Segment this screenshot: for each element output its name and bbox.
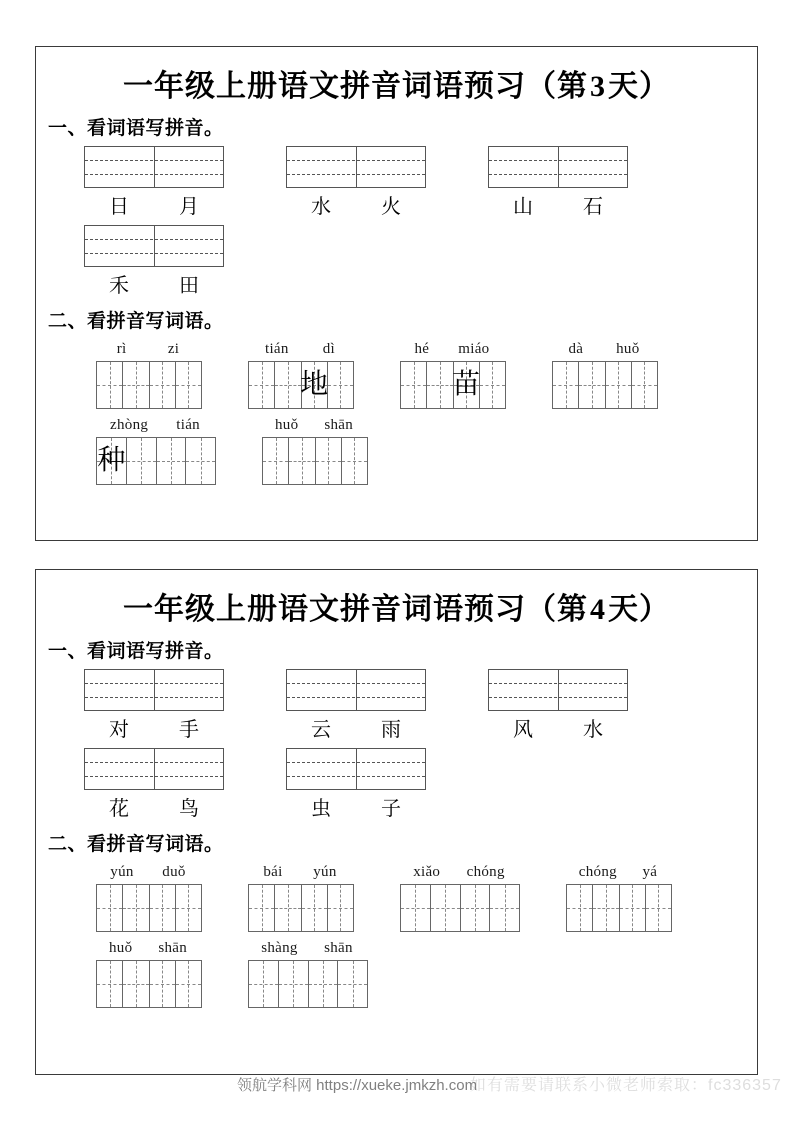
tianzige-cell[interactable] [401, 362, 427, 408]
tianzige-grid[interactable] [566, 884, 672, 932]
pinyin-writing-item [84, 748, 224, 821]
grid-dashed-horizontal [123, 385, 148, 386]
word-characters [488, 190, 628, 219]
pinyin-syllable: zhòng [110, 417, 149, 433]
grid-dashed-horizontal [401, 385, 426, 386]
word-writing-item [96, 341, 202, 409]
word-characters [286, 792, 426, 821]
grid-dashed-horizontal [150, 984, 175, 985]
grid-divider-line [356, 749, 357, 789]
word-character: 鸟 [179, 798, 199, 820]
pinyin-writing-item [84, 669, 224, 742]
word-writing-item [96, 864, 202, 932]
grid-dashed-horizontal [646, 908, 671, 909]
word-character: 火 [381, 196, 401, 218]
tianzige-cell[interactable] [186, 438, 215, 484]
pinyin-syllable: huǒ [274, 417, 299, 433]
word-writing-item [566, 864, 672, 932]
pinyin-syllable: shān [324, 940, 353, 956]
tianzige-cell[interactable] [123, 961, 149, 1007]
pinyin-prompt [262, 417, 366, 434]
word-writing-item [248, 864, 354, 932]
word-character: 子 [381, 798, 401, 820]
grid-dashed-horizontal [97, 385, 122, 386]
pinyin-syllable: shàng [261, 940, 298, 956]
grid-dashed-horizontal [461, 908, 490, 909]
four-line-grid[interactable] [286, 146, 426, 188]
grid-dashed-horizontal [620, 908, 645, 909]
pinyin-syllable: bái [263, 864, 283, 880]
pinyin-syllable: yún [110, 864, 134, 880]
word-writing-item [248, 341, 354, 409]
grid-dashed-horizontal [249, 984, 278, 985]
tianzige-cell[interactable] [157, 438, 187, 484]
grid-dashed-horizontal [593, 908, 618, 909]
grid-dashed-horizontal [176, 908, 201, 909]
tianzige-cell[interactable] [249, 362, 275, 408]
four-line-grid[interactable] [286, 669, 426, 711]
grid-divider-line [154, 147, 155, 187]
grid-dashed-horizontal [176, 984, 201, 985]
tianzige-cell[interactable] [123, 885, 149, 931]
pinyin-prompt [248, 341, 352, 358]
tianzige-cell[interactable] [461, 885, 491, 931]
grid-dashed-horizontal [328, 908, 353, 909]
grid-divider-line [154, 670, 155, 710]
tianzige-cell[interactable] [275, 362, 301, 408]
grid-dashed-horizontal [606, 385, 631, 386]
word-characters [488, 713, 628, 742]
tianzige-cell[interactable] [328, 362, 353, 408]
grid-dashed-horizontal [431, 908, 460, 909]
four-line-grid[interactable] [84, 146, 224, 188]
pinyin-prompt [552, 341, 656, 358]
exercise-1-row [84, 669, 757, 742]
tianzige-cell[interactable] [150, 885, 176, 931]
pinyin-syllable: shān [324, 417, 354, 433]
grid-dashed-horizontal [249, 385, 274, 386]
pinyin-syllable: chóng [466, 864, 505, 880]
pinyin-writing-item [286, 748, 426, 821]
pinyin-prompt [248, 864, 352, 881]
tianzige-grid[interactable] [400, 884, 520, 932]
pinyin-syllable: dì [322, 341, 335, 357]
word-character: 山 [513, 196, 533, 218]
tianzige-grid[interactable] [262, 437, 368, 485]
tianzige-cell[interactable] [480, 362, 505, 408]
word-character: 田 [179, 275, 199, 297]
grid-dashed-horizontal [553, 385, 578, 386]
tianzige-cell[interactable] [275, 885, 301, 931]
tianzige-cell[interactable] [249, 961, 279, 1007]
grid-dashed-horizontal [490, 908, 519, 909]
grid-dashed-horizontal [97, 984, 122, 985]
pinyin-syllable: miáo [458, 341, 490, 357]
four-line-grid[interactable] [488, 146, 628, 188]
word-character: 花 [109, 798, 129, 820]
word-writing-item [400, 341, 506, 409]
grid-divider-line [356, 147, 357, 187]
tianzige-cell[interactable] [401, 885, 431, 931]
tianzige-cell[interactable] [427, 362, 453, 408]
tianzige-grid[interactable] [400, 361, 506, 409]
tianzige-cell[interactable] [150, 362, 176, 408]
tianzige-cell[interactable] [127, 438, 157, 484]
four-line-grid[interactable] [84, 669, 224, 711]
pinyin-syllable: duǒ [162, 864, 186, 880]
tianzige-cell[interactable] [309, 961, 339, 1007]
grid-dashed-horizontal [567, 908, 592, 909]
grid-dashed-horizontal [579, 385, 604, 386]
grid-dashed-horizontal [316, 461, 341, 462]
grid-dashed-horizontal [186, 461, 215, 462]
tianzige-cell[interactable] [97, 961, 123, 1007]
grid-dashed-horizontal [289, 461, 314, 462]
pinyin-syllable: huǒ [108, 940, 133, 956]
word-characters [84, 713, 224, 742]
tianzige-cell[interactable] [279, 961, 309, 1007]
pinyin-syllable: yá [642, 864, 658, 880]
word-writing-item [248, 940, 368, 1008]
word-character: 水 [583, 719, 603, 741]
exercise-1-row [84, 748, 757, 821]
pinyin-syllable: chóng [578, 864, 617, 880]
grid-divider-line [558, 670, 559, 710]
grid-dashed-horizontal [123, 984, 148, 985]
grid-dashed-horizontal [342, 461, 367, 462]
tianzige-grid[interactable] [96, 960, 202, 1008]
pinyin-syllable: tián [265, 341, 289, 357]
pinyin-prompt [566, 864, 670, 881]
word-characters [84, 269, 224, 298]
title-day-number: 3 [590, 70, 606, 103]
tianzige-cell[interactable] [263, 438, 289, 484]
grid-divider-line [154, 749, 155, 789]
tianzige-cell[interactable] [632, 362, 657, 408]
word-character: 风 [513, 719, 533, 741]
tianzige-cell[interactable] [454, 362, 480, 408]
four-line-grid[interactable] [84, 748, 224, 790]
pinyin-prompt [248, 940, 366, 957]
word-character: 虫 [311, 798, 331, 820]
exercise-2-row [96, 341, 757, 409]
exercise-2-heading: 二、看拼音写词语。 [48, 834, 224, 855]
title-suffix: 天） [608, 70, 670, 103]
tianzige-cell[interactable] [176, 362, 201, 408]
title-suffix: 天） [608, 593, 670, 626]
four-line-grid[interactable] [286, 748, 426, 790]
grid-dashed-horizontal [127, 461, 156, 462]
pinyin-syllable: rì [116, 341, 127, 357]
four-line-grid[interactable] [488, 669, 628, 711]
grid-dashed-horizontal [427, 385, 452, 386]
grid-dashed-horizontal [176, 385, 201, 386]
exercise-2-row [96, 940, 757, 1008]
tianzige-grid[interactable] [96, 884, 202, 932]
tianzige-cell[interactable] [97, 885, 123, 931]
exercise-1-row [84, 146, 757, 219]
grid-dashed-horizontal [123, 908, 148, 909]
pinyin-syllable: xiǎo [413, 864, 441, 880]
tianzige-cell[interactable] [97, 362, 123, 408]
title-day-number: 4 [590, 593, 606, 626]
tianzige-cell[interactable] [342, 438, 367, 484]
grid-dashed-horizontal [338, 984, 367, 985]
prefilled-character: 地 [300, 369, 329, 400]
pinyin-prompt [400, 864, 518, 881]
pinyin-writing-item [286, 146, 426, 219]
pinyin-syllable: dà [568, 341, 584, 357]
grid-dashed-horizontal [632, 385, 657, 386]
watermark-faint-text: 如有需要请联系小微老师索取：fc336357 [470, 1077, 782, 1094]
grid-dashed-horizontal [97, 908, 122, 909]
grid-dashed-horizontal [157, 461, 186, 462]
four-line-grid[interactable] [84, 225, 224, 267]
tianzige-cell[interactable] [490, 885, 519, 931]
tianzige-cell[interactable] [123, 362, 149, 408]
exercise-2-row [96, 417, 757, 485]
pinyin-writing-item [84, 146, 224, 219]
pinyin-writing-item [84, 225, 224, 298]
grid-dashed-horizontal [275, 908, 300, 909]
pinyin-prompt [96, 940, 200, 957]
word-character: 月 [179, 196, 199, 218]
word-characters [286, 713, 426, 742]
word-character: 日 [109, 196, 129, 218]
pinyin-syllable: yún [313, 864, 337, 880]
grid-dashed-horizontal [302, 908, 327, 909]
grid-dashed-horizontal [328, 385, 353, 386]
grid-dashed-horizontal [249, 908, 274, 909]
tianzige-cell[interactable] [316, 438, 342, 484]
tianzige-grid[interactable] [248, 361, 354, 409]
word-writing-item [400, 864, 520, 932]
tianzige-cell[interactable] [249, 885, 275, 931]
word-character: 石 [583, 196, 603, 218]
prefilled-character: 种 [97, 445, 126, 476]
grid-dashed-horizontal [150, 385, 175, 386]
pinyin-syllable: tián [176, 417, 200, 433]
word-writing-item [96, 417, 216, 485]
tianzige-grid[interactable] [248, 960, 368, 1008]
pinyin-syllable: zi [167, 341, 180, 357]
pinyin-syllable: shān [158, 940, 188, 956]
tianzige-cell[interactable] [97, 438, 127, 484]
word-characters [286, 190, 426, 219]
exercise-1-heading: 一、看词语写拼音。 [48, 641, 224, 662]
word-character: 雨 [381, 719, 401, 741]
tianzige-cell[interactable] [150, 961, 176, 1007]
grid-dashed-horizontal [150, 908, 175, 909]
tianzige-cell[interactable] [302, 885, 328, 931]
title-prefix: 一年级上册语文拼音词语预习（第 [123, 593, 588, 626]
pinyin-syllable: hé [414, 341, 430, 357]
grid-dashed-horizontal [401, 908, 430, 909]
tianzige-cell[interactable] [338, 961, 367, 1007]
tianzige-cell[interactable] [176, 885, 201, 931]
grid-dashed-horizontal [309, 984, 338, 985]
grid-dashed-horizontal [275, 385, 300, 386]
word-characters [84, 792, 224, 821]
word-character: 禾 [109, 275, 129, 297]
watermark-site-text: 领航学科网 https://xueke.jmkzh.com [237, 1077, 478, 1094]
word-character: 云 [311, 719, 331, 741]
word-writing-item [262, 417, 368, 485]
exercise-1-row [84, 225, 757, 298]
watermark-bar [0, 1072, 793, 1102]
word-character: 对 [109, 719, 129, 741]
tianzige-cell[interactable] [579, 362, 605, 408]
tianzige-cell[interactable] [606, 362, 632, 408]
tianzige-grid[interactable] [248, 884, 354, 932]
page-title-2 [36, 584, 757, 628]
tianzige-grid[interactable] [96, 361, 202, 409]
grid-divider-line [154, 226, 155, 266]
pinyin-writing-item [488, 146, 628, 219]
tianzige-cell[interactable] [289, 438, 315, 484]
pinyin-writing-item [488, 669, 628, 742]
tianzige-grid[interactable] [96, 437, 216, 485]
pinyin-prompt [400, 341, 504, 358]
grid-dashed-horizontal [263, 461, 288, 462]
tianzige-cell[interactable] [620, 885, 646, 931]
tianzige-grid[interactable] [552, 361, 658, 409]
exercise-2-heading: 二、看拼音写词语。 [48, 311, 224, 332]
tianzige-cell[interactable] [431, 885, 461, 931]
worksheet-page-1 [35, 46, 758, 541]
exercise-1-heading: 一、看词语写拼音。 [48, 118, 224, 139]
pinyin-prompt [96, 417, 214, 434]
exercise-2-row [96, 864, 757, 932]
word-character: 水 [311, 196, 331, 218]
word-characters [84, 190, 224, 219]
tianzige-cell[interactable] [567, 885, 593, 931]
pinyin-prompt [96, 341, 200, 358]
word-writing-item [552, 341, 658, 409]
grid-dashed-horizontal [480, 385, 505, 386]
prefilled-character: 苗 [452, 369, 481, 400]
grid-dashed-horizontal [279, 984, 308, 985]
pinyin-prompt [96, 864, 200, 881]
pinyin-writing-item [286, 669, 426, 742]
grid-divider-line [356, 670, 357, 710]
pinyin-syllable: huǒ [616, 341, 640, 357]
tianzige-cell[interactable] [328, 885, 353, 931]
page-title-1 [36, 61, 757, 105]
worksheet-page-2 [35, 569, 758, 1075]
tianzige-cell[interactable] [646, 885, 671, 931]
word-writing-item [96, 940, 202, 1008]
word-character: 手 [179, 719, 199, 741]
tianzige-cell[interactable] [553, 362, 579, 408]
tianzige-cell[interactable] [176, 961, 201, 1007]
title-prefix: 一年级上册语文拼音词语预习（第 [123, 70, 588, 103]
grid-divider-line [558, 147, 559, 187]
tianzige-cell[interactable] [302, 362, 328, 408]
tianzige-cell[interactable] [593, 885, 619, 931]
